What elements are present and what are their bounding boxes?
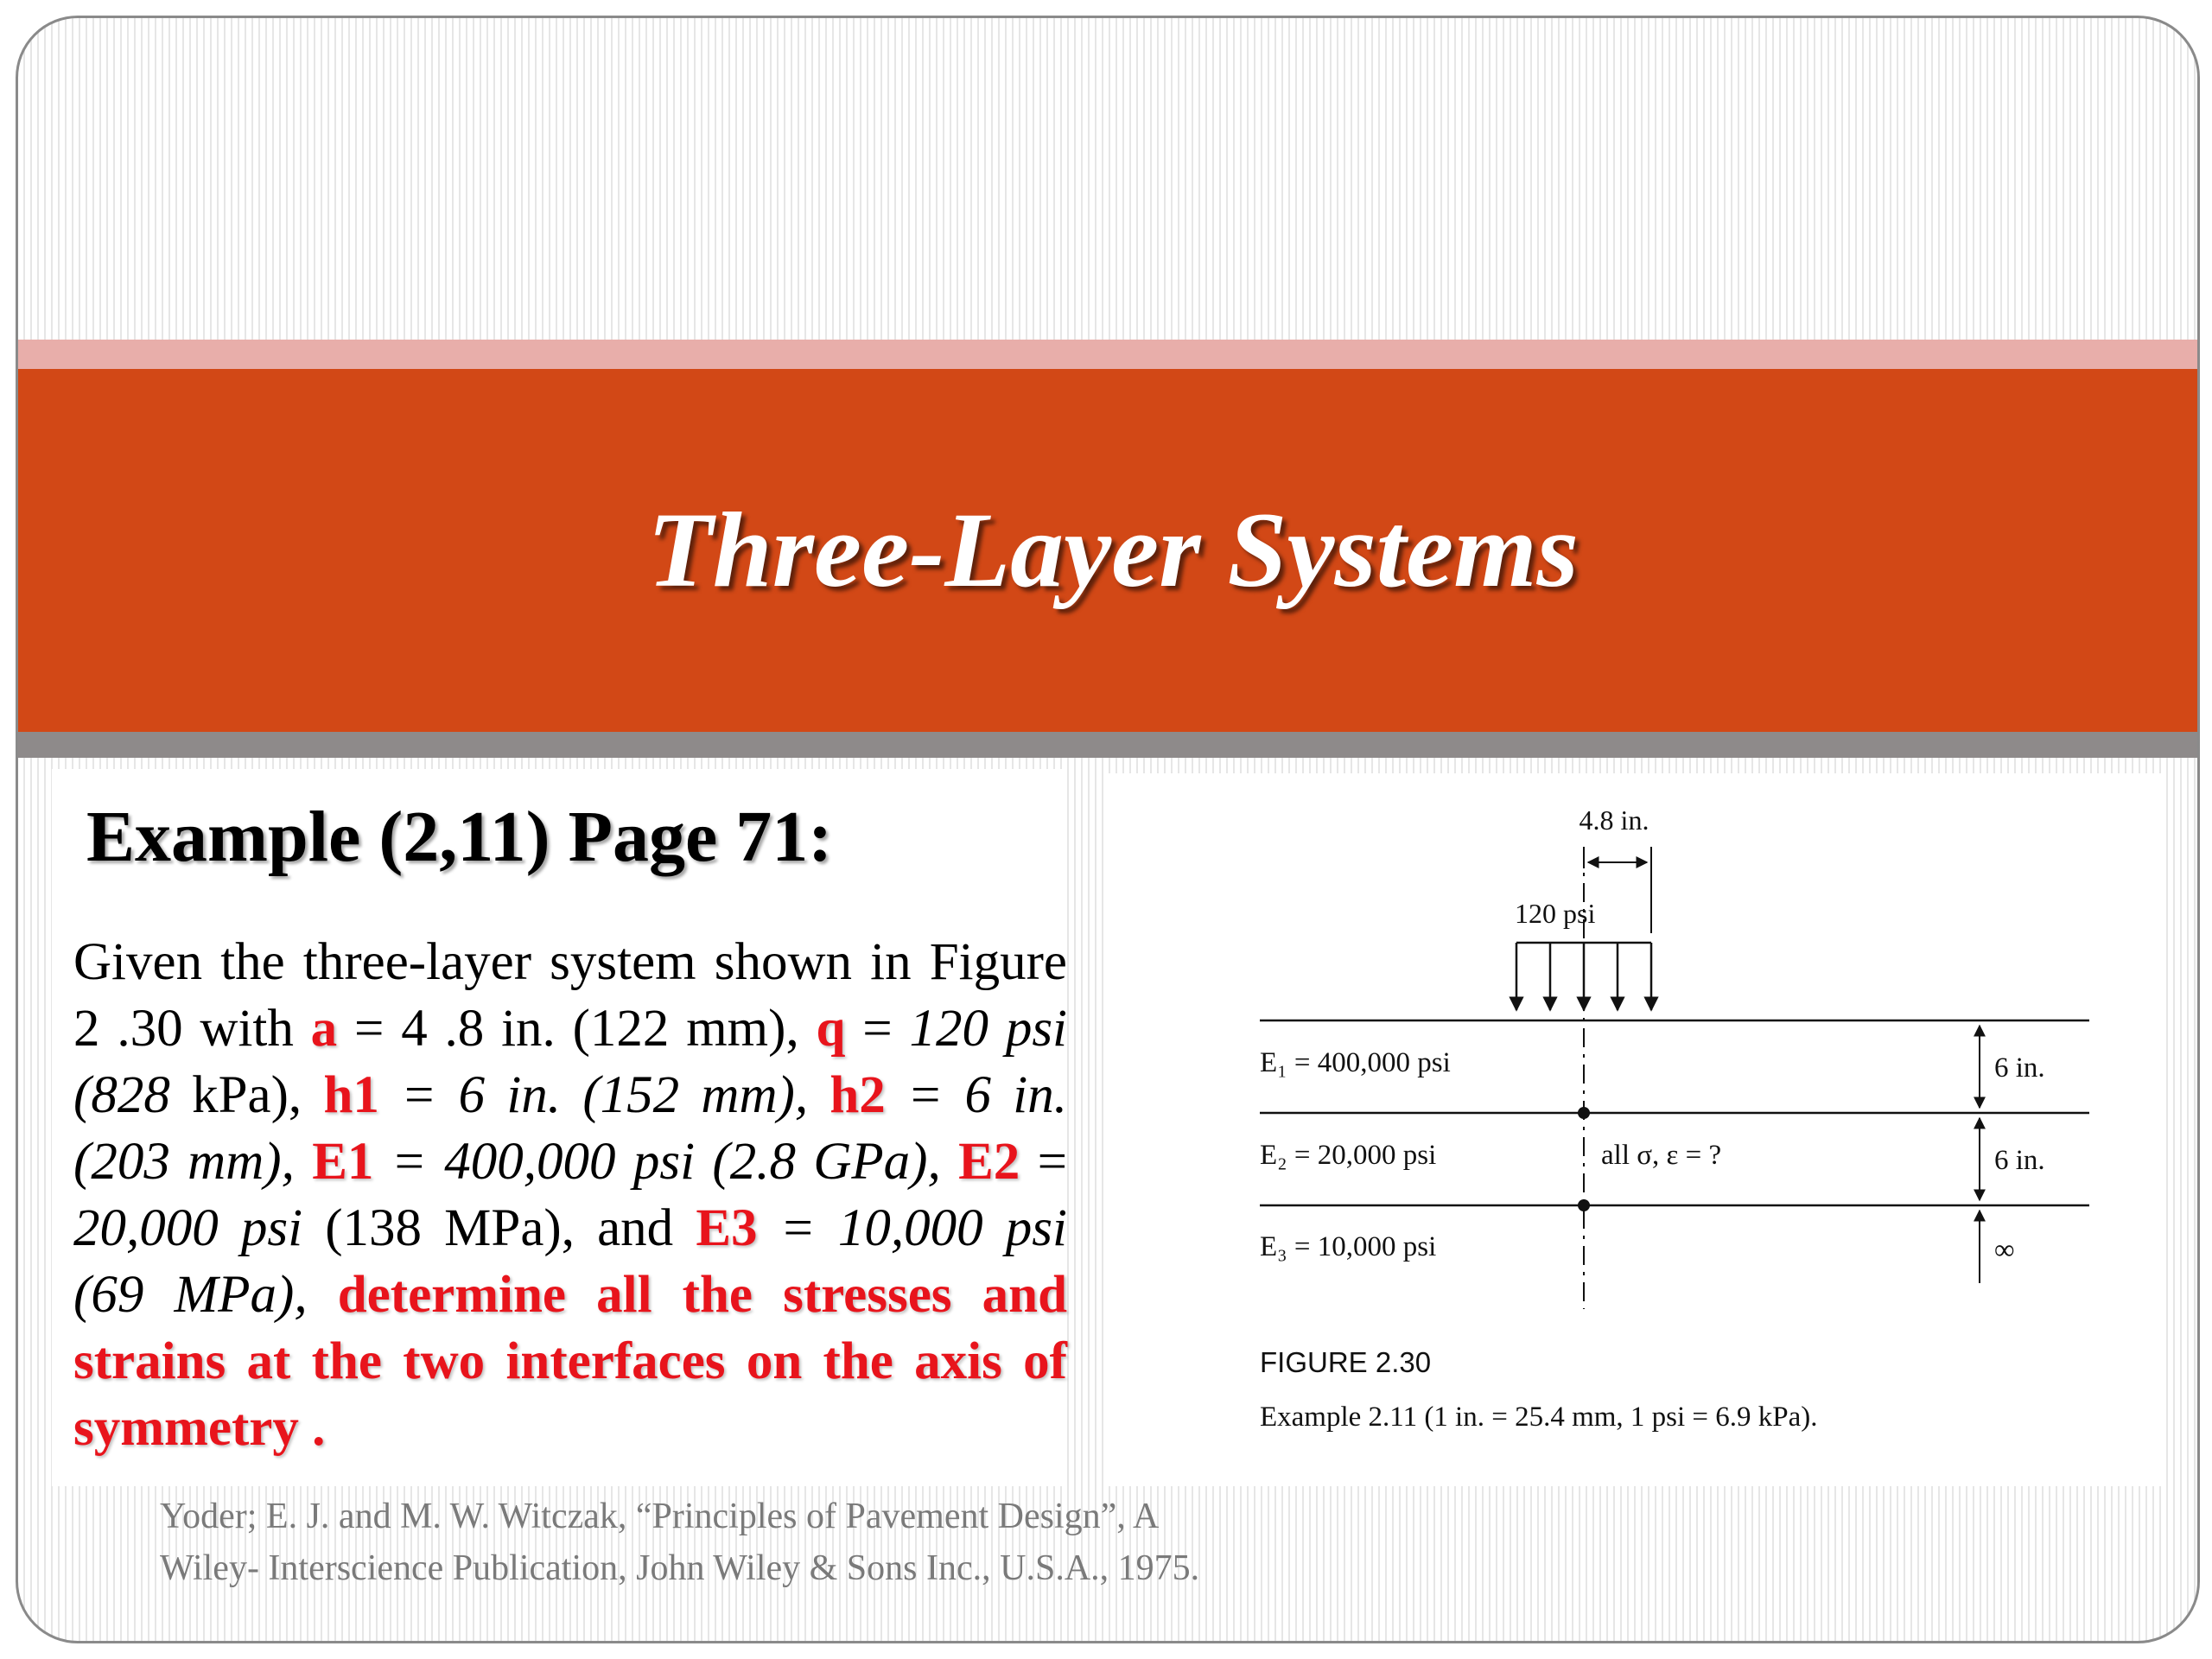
example-heading: Example (2,11) Page 71: xyxy=(86,797,833,877)
radius-label: 4.8 in. xyxy=(1579,804,1649,836)
figure-panel xyxy=(1104,773,2163,1486)
body-text-9: = xyxy=(1020,1133,1068,1191)
var-e2: E2 xyxy=(958,1133,1020,1191)
var-e3: E3 xyxy=(696,1199,758,1257)
slide-title: Three-Layer Systems xyxy=(647,491,1579,609)
figure-caption-title: FIGURE 2.30 xyxy=(1260,1346,1432,1378)
var-e1: E1 xyxy=(312,1133,374,1191)
body-text-7: = 6 in. (203 mm), xyxy=(73,1066,1067,1191)
var-q: q xyxy=(816,1000,846,1058)
thickness-1-label: 6 in. xyxy=(1994,1052,2045,1084)
body-text-10: 20,000 psi xyxy=(73,1199,303,1257)
layer-2-modulus: E₂ = 20,000 psi xyxy=(1260,1140,1437,1171)
task-emphasis: determine all the stresses and strains at the two interfaces on the axis of symmetry . xyxy=(73,1266,1067,1457)
body-text-2: = 4 .8 in. (122 mm), xyxy=(337,1000,817,1058)
title-band-bottom-stripe xyxy=(18,732,2197,758)
var-a: a xyxy=(310,1000,338,1058)
citation xyxy=(160,1491,1370,1594)
citation-line-2: Wiley- Interscience Publication, John Wiley & Sons Inc., U.S.A., 1975. xyxy=(160,1548,1200,1588)
interface-2-point xyxy=(1578,1199,1590,1211)
citation-line-1: Yoder; E. J. and M. W. Witczak, “Principles of Pavement Design”, A xyxy=(160,1497,1160,1536)
figure-2-30-diagram xyxy=(1104,773,2163,1486)
question-label: all σ, ε = ? xyxy=(1601,1140,1722,1171)
interface-1-point xyxy=(1578,1107,1590,1119)
thickness-3-label: ∞ xyxy=(1994,1235,2015,1266)
figure-caption-text: Example 2.11 (1 in. = 25.4 mm, 1 psi = 6.9 kPa). xyxy=(1260,1402,1818,1433)
body-text-5: kPa), xyxy=(192,1066,324,1124)
layer-1-modulus: E₁ = 400,000 psi xyxy=(1260,1047,1451,1078)
layer-3-modulus: E₃ = 10,000 psi xyxy=(1260,1231,1437,1262)
problem-statement xyxy=(73,929,1067,1461)
body-text-4: 120 psi (828 xyxy=(73,1000,1068,1124)
body-text-8: = 400,000 psi (2.8 GPa), xyxy=(373,1133,959,1191)
body-text-3: = xyxy=(845,1000,910,1058)
body-text-1: Given the three-layer system shown in Figure 2 .30 with xyxy=(73,933,1067,1058)
var-h2: h2 xyxy=(830,1066,886,1124)
var-h1: h1 xyxy=(323,1066,379,1124)
body-text-11: (138 MPa), and xyxy=(302,1199,696,1257)
body-text-12: = 10,000 psi (69 MPa), xyxy=(73,1199,1067,1324)
thickness-2-label: 6 in. xyxy=(1994,1145,2045,1176)
body-text-6: = 6 in. (152 mm), xyxy=(378,1066,830,1124)
title-band-top-stripe xyxy=(18,340,2197,369)
load-label: 120 psi xyxy=(1515,898,1596,929)
